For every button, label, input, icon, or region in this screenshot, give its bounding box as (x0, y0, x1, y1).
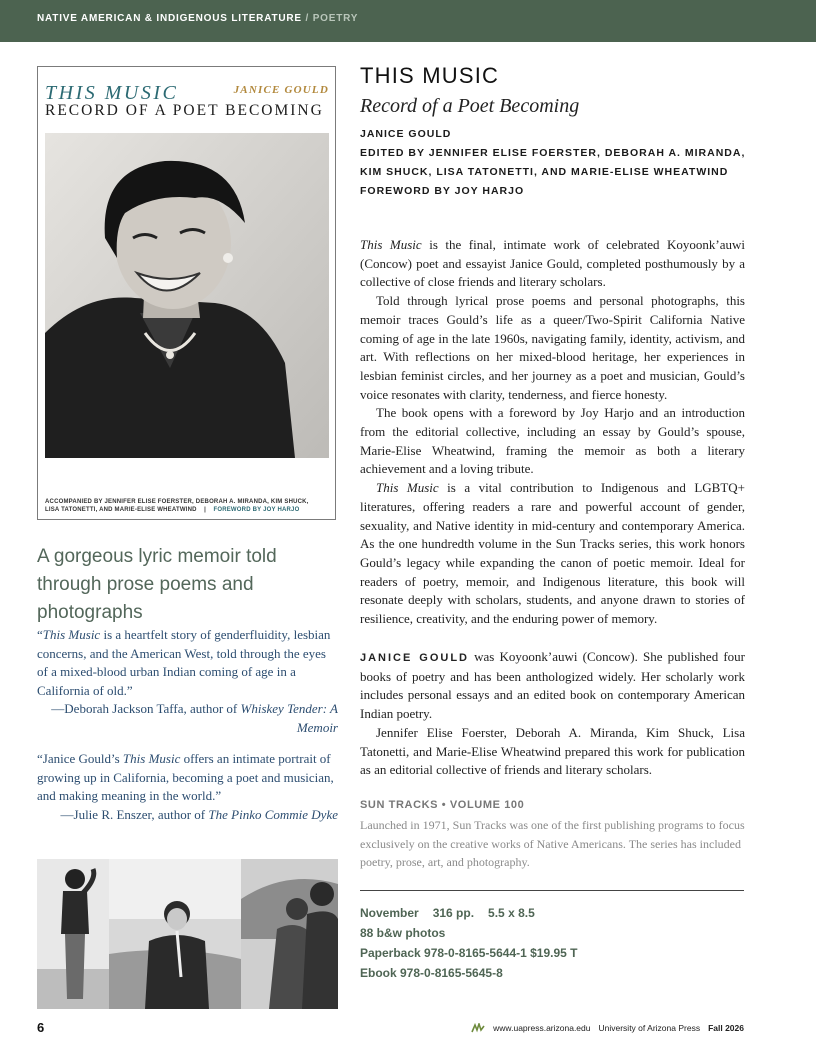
book-foreword: FOREWORD BY JOY HARJO (360, 185, 525, 197)
description-paragraph-3: The book opens with a foreword by Joy Harjo and an introduction from the editorial collective, including an essay by Gould’s spouse, Marie-Elise Wheatwind, framing the memoir as both a literary achievement and a loving tribute. (360, 405, 745, 477)
quote-book-title: This Music (122, 751, 181, 766)
quote-attribution-prefix: —Deborah Jackson Taffa, author of (51, 701, 241, 716)
quote-attribution-prefix: —Julie R. Enszer, author of (60, 806, 209, 822)
cover-credits-line2: LISA TATONETTI, AND MARIE-ELISE WHEATWIND (45, 507, 197, 513)
bio-paragraph-2: Jennifer Elise Foerster, Deborah A. Miranda, Kim Shuck, Lisa Tatonetti, and Marie-Elise Wheatwind prepared this work for publication as an editorial collective of friends and literary scholars. (360, 724, 745, 778)
description-paragraph-2: Told through lyrical prose poems and personal photographs, this memoir traces Gould’s life as a queer/Two-Spirit California Native coming of age in the late 1960s, navigating family, identity, activism, and art. With reflections on her mixed-blood heritage, her experiences in lesbian feminist circles, and her journey as a poet and musician, Gould’s voice resonates with clarity, tenderness, and fierce honesty. (360, 293, 745, 402)
description-text-1: is the final, intimate work of celebrated Koyoonk’auwi (Concow) poet and essayist Janice Gould, completed posthumously by a collective of close friends and literary scholars. (360, 237, 746, 290)
cover-author: JANICE GOULD (233, 84, 329, 96)
book-editors-line1: EDITED BY JENNIFER ELISE FOERSTER, DEBORAH A. MIRANDA, (360, 147, 746, 159)
tagline: A gorgeous lyric memoir told through prose poems and photographs (37, 546, 277, 623)
book-cover (37, 66, 336, 520)
description-book-title: This Music (360, 237, 422, 252)
quote-attribution (37, 806, 338, 825)
description-text-4: is a vital contribution to Indigenous and LGBTQ+ literatures, offering readers a rare and powerful account of gender, sexuality, and Native identity in mid-century and contemporary America. As the one hundredth volume in the Sun Tracks series, this work honors Gould’s legacy while expanding the canon of poetic memoir. Ideal for readers of poetry, memoir, and Indigenous literature, this book will resonate deeply with scholars, students, and anyone drawn to stories of resilience, creativity, and the enduring power of memory. (360, 480, 746, 627)
subcategory-label: POETRY (312, 13, 359, 24)
footer-info (471, 1023, 744, 1033)
bio-text-1: was Koyoonk’auwi (Concow). She published four books of poetry and has been anthologized widely. Her scholarly work includes personal essays and an edited book on contemporary American Indian poetry. (360, 649, 745, 722)
publisher-logo-icon (471, 1023, 485, 1033)
quote-book-title: This Music (42, 627, 101, 642)
description-paragraph-4 (360, 479, 745, 629)
photo-strip (37, 859, 338, 1009)
author-portrait-image (45, 133, 329, 458)
cover-credits-line1: ACCOMPANIED BY JENNIFER ELISE FOERSTER, DEBORAH A. MIRANDA, KIM SHUCK, (45, 499, 309, 505)
series-title: SUN TRACKS • VOLUME 100 (360, 799, 525, 811)
breadcrumb-separator: / (305, 13, 310, 24)
footer-season: Fall 2026 (708, 1023, 744, 1033)
book-editors-line2: KIM SHUCK, LISA TATONETTI, AND MARIE-ELISE WHEATWIND (360, 166, 729, 178)
quote-text: offers an intimate portrait of growing up in California, becoming a poet and musician, and making meaning in the world.” (37, 751, 334, 803)
footer-url[interactable]: www.uapress.arizona.edu (493, 1023, 591, 1033)
header-bar (0, 0, 816, 42)
page-number: 6 (37, 1020, 45, 1035)
pub-month: November (360, 906, 419, 920)
bio-paragraph-1 (360, 648, 745, 724)
quote-open: “ (37, 627, 43, 642)
description-paragraph-1 (360, 236, 745, 292)
footer-publisher: University of Arizona Press (598, 1023, 701, 1033)
photo-collage-image (37, 859, 338, 1009)
trim-size: 5.5 x 8.5 (488, 906, 535, 920)
review-quote-2 (37, 750, 338, 824)
description-book-title: This Music (376, 480, 439, 496)
quote-attribution-work: Whiskey Tender: A Memoir (240, 701, 338, 735)
photo-count: 88 b&w photos (360, 926, 446, 940)
cover-title: THIS MUSIC (45, 82, 179, 104)
quote-attribution (37, 700, 338, 737)
cover-photo (45, 133, 329, 458)
breadcrumb (37, 13, 358, 24)
specs-line-1 (360, 903, 577, 923)
quote-open: “Janice Gould’s (37, 751, 123, 766)
cover-credits (45, 498, 335, 514)
page-count: 316 pp. (432, 906, 475, 920)
series-description: Launched in 1971, Sun Tracks was one of the first publishing programs to focus exclusively on the creative works of Native Americans. The series has included poetry, prose, art, and photography. (360, 818, 745, 870)
quote-text: is a heartfelt story of genderfluidity, lesbian concerns, and the American West, told through the eyes of a mixed-blood urban Indian coming of age in a California of old.” (37, 627, 331, 698)
book-title: THIS MUSIC (360, 63, 500, 88)
quote-attribution-work: The Pinko Commie Dyke (208, 806, 338, 822)
paperback-isbn: Paperback 978-0-8165-5644-1 $19.95 T (360, 946, 578, 960)
book-description (360, 236, 745, 629)
bio-author-name: JANICE GOULD (360, 652, 470, 664)
divider (360, 890, 744, 891)
author-bio (360, 648, 745, 780)
cover-subtitle: RECORD OF A POET BECOMING (45, 102, 324, 119)
review-quote-1 (37, 626, 338, 737)
book-specs (360, 903, 577, 983)
ebook-isbn: Ebook 978-0-8165-5645-8 (360, 966, 503, 980)
book-subtitle: Record of a Poet Becoming (360, 95, 580, 117)
book-author: JANICE GOULD (360, 128, 452, 140)
cover-credits-separator: | (204, 507, 206, 513)
category-label: NATIVE AMERICAN & INDIGENOUS LITERATURE (37, 13, 302, 24)
cover-foreword: FOREWORD BY JOY HARJO (213, 507, 300, 513)
